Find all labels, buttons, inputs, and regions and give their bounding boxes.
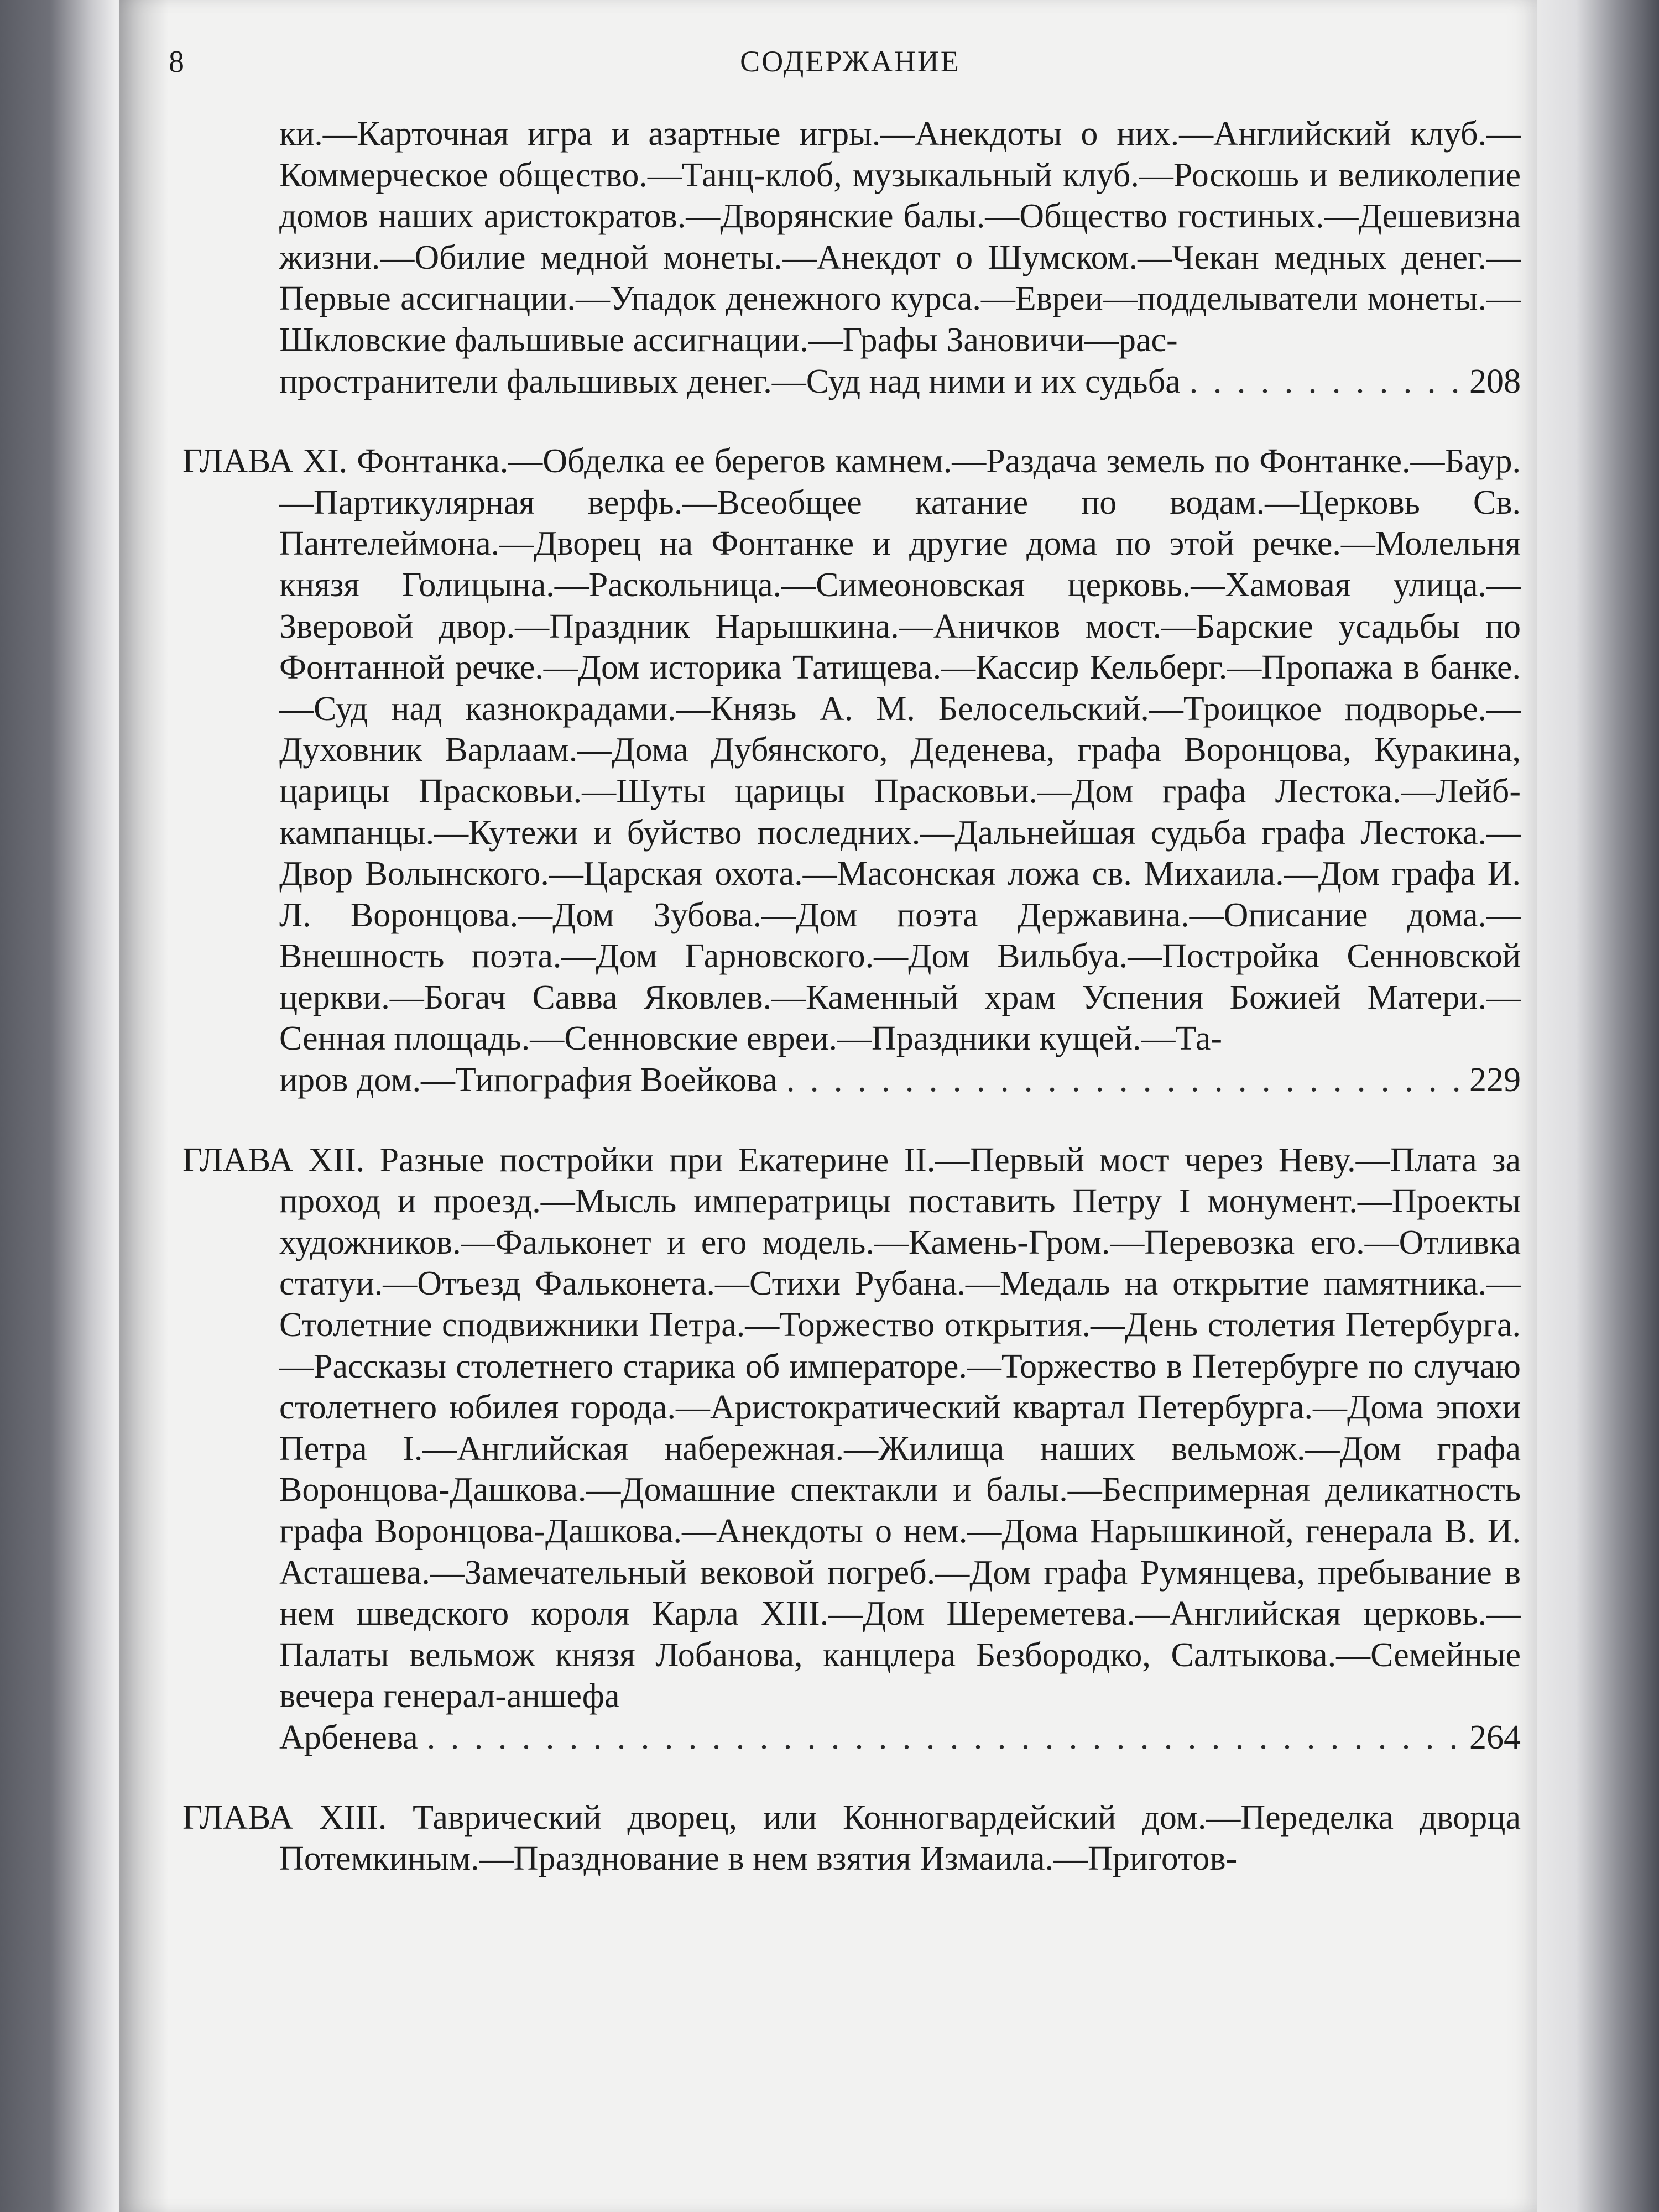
toc-entry-last-line bbox=[279, 361, 1521, 403]
toc-entry-last-line bbox=[279, 1060, 1521, 1101]
toc-page-number: 208 bbox=[1469, 362, 1521, 400]
toc-page-number: 264 bbox=[1469, 1718, 1521, 1756]
chapter-label: ГЛАВА XII. bbox=[182, 1141, 365, 1179]
toc-entry-last-line bbox=[279, 1717, 1521, 1759]
toc-entry-tail: пространители фальшивых денег.—Суд над ними и их судьба bbox=[279, 362, 1181, 400]
chapter-label: ГЛАВА XI. bbox=[182, 442, 348, 481]
toc-entry-chapter-11 bbox=[182, 441, 1521, 1101]
toc-entry-continuation bbox=[182, 113, 1521, 402]
dot-leader bbox=[1190, 361, 1460, 403]
toc-entry-text: Разные постройки при Екатерине II.—Первый мост через Неву.—Плата за проход и проезд.—Мысль императрицы поставить Петру I монумент.—Проекты художников.—Фальконет и его модель.—Камень-Гром.—Перевозка его.—Отливка статуи.—Отъезд Фальконета.—Стихи Рубана.—Медаль на открытие памятника.—Столетние сподвижники Петра.—Торжество открытия.—День столетия Петербурга.—Рассказы столетнего старика об императоре.—Торжество в Петербурге по случаю столетнего юбилея города.—Аристократический квартал Петербурга.—Дома эпохи Петра I.—Английская набережная.—Жилища наших вельмож.—Дом графа Воронцова-Дашкова.—Домашние спектакли и балы.—Беспримерная деликатность графа Воронцова-Дашкова.—Анекдоты о нем.—Дома Нарышкиной, генерала В. И. Асташева.—Замечательный вековой погреб.—Дом графа Румянцева, пребывание в нем шведского короля Карла XIII.—Дом Шереметева.—Английская церковь.—Палаты вельмож князя Лобанова, канцлера Безбородко, Салтыкова.—Семейные вечера генерал-аншефа bbox=[279, 1141, 1521, 1715]
toc-entry-text: ки.—Карточная игра и азартные игры.—Анекдоты о них.—Английский клуб.—Коммерческое общество.—Танц-клоб, музыкальный клуб.—Роскошь и великолепие домов наших аристократов.—Дворянские балы.—Общество гостиных.—Дешевизна жизни.—Обилие медной монеты.—Анекдот о Шумском.—Чекан медных денег.—Первые ассигнации.—Упадок денежного курса.—Евреи—подделыватели монеты.—Шкловские фальшивые ассигнации.—Графы Зановичи—рас- bbox=[279, 115, 1521, 359]
page-fold-shadow bbox=[119, 0, 169, 2212]
toc-entry-chapter-13 bbox=[182, 1797, 1521, 1880]
dot-leader bbox=[786, 1060, 1460, 1101]
page-header bbox=[169, 44, 1532, 100]
dot-leader bbox=[427, 1717, 1460, 1759]
toc-page-number: 229 bbox=[1469, 1061, 1521, 1099]
chapter-label: ГЛАВА XIII. bbox=[182, 1798, 387, 1837]
running-title: СОДЕРЖАНИЕ bbox=[740, 45, 961, 78]
toc-entry-text: Фонтанка.—Обделка ее берегов камнем.—Раздача земель по Фонтанке.—Баур.—Партикулярная верфь.—Всеобщее катание по водам.—Церковь Св. Пантелеймона.—Дворец на Фонтанке и другие дома по этой речке.—Молельня князя Голицына.—Раскольница.—Симеоновская церковь.—Хамовая улица.—Зверовой двор.—Праздник Нарышкина.—Аничков мост.—Барские усадьбы по Фонтанной речке.—Дом историка Татищева.—Кассир Кельберг.—Пропажа в банке.—Суд над казнокрадами.—Князь А. М. Белосельский.—Троицкое подворье.—Духовник Варлаам.—Дома Дубянского, Деденева, графа Воронцова, Куракина, царицы Прасковьи.—Шуты царицы Прасковьи.—Дом графа Лестока.—Лейб-кампанцы.—Кутежи и буйство последних.—Дальнейшая судьба графа Лестока.—Двор Волынского.—Царская охота.—Масонская ложа св. Михаила.—Дом графа И. Л. Воронцова.—Дом Зубова.—Дом поэта Державина.—Описание дома.—Внешность поэта.—Дом Гарновского.—Дом Вильбуа.—Постройка Сенновской церкви.—Богач Савва Яковлев.—Каменный храм Успения Божией Матери.—Сенная площадь.—Сенновские евреи.—Праздники кущей.—Та- bbox=[279, 442, 1521, 1058]
toc-entry-tail: Арбенева bbox=[279, 1718, 418, 1756]
toc-entry-text: Таврический дворец, или Конногвардейский дом.—Переделка дворца Потемкиным.—Празднование в нем взятия Измаила.—Приготов- bbox=[279, 1798, 1521, 1878]
toc-entry-tail: иров дом.—Типография Воейкова bbox=[279, 1061, 778, 1099]
table-of-contents bbox=[182, 113, 1521, 1918]
toc-entry-chapter-12 bbox=[182, 1140, 1521, 1759]
page-number: 8 bbox=[169, 45, 185, 79]
